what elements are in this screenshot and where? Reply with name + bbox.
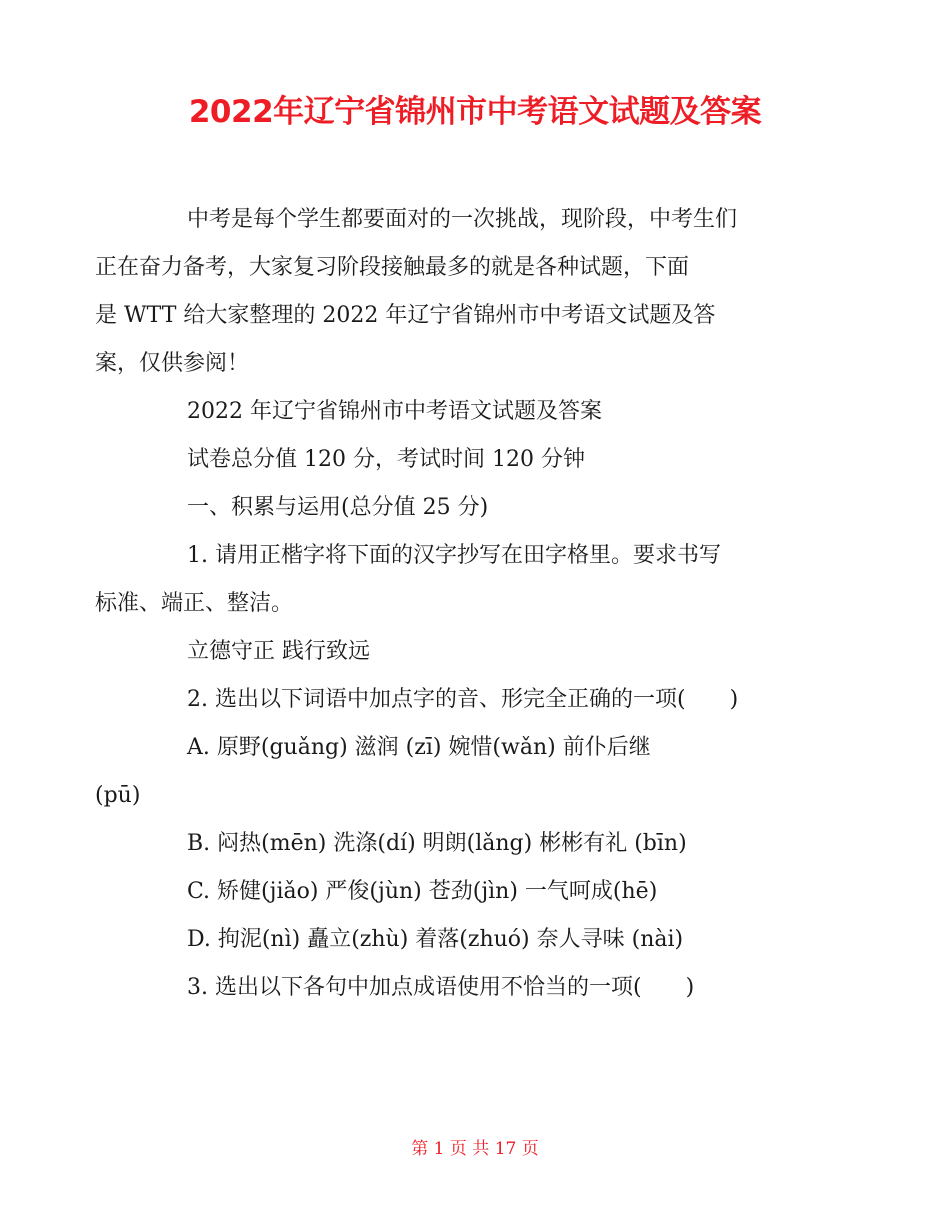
option-line: B. 闷热(mēn) 洗涤(dí) 明朗(lǎng) 彬彬有礼 (bīn) [187, 831, 687, 856]
copy-text: 立德守正 践行致远 [187, 639, 370, 664]
option-line: C. 矫健(jiǎo) 严俊(jùn) 苍劲(jìn) 一气呵成(hē) [187, 879, 658, 904]
page-number: 第 1 页 共 17 页 [411, 1139, 539, 1159]
question-line: 标准、端正、整洁。 [95, 591, 294, 616]
option-c [141, 868, 821, 916]
option-b [141, 820, 821, 868]
question-1-text [141, 628, 821, 676]
intro-line: 正在奋力备考，大家复习阶段接触最多的就是各种试题，下面 [95, 255, 690, 280]
option-line: (pū) [95, 783, 141, 808]
section-heading-text: 一、积累与运用(总分值 25 分) [187, 495, 489, 520]
question-1 [95, 532, 821, 628]
document-body [95, 196, 821, 1012]
intro-paragraph [95, 196, 821, 388]
intro-line: 中考是每个学生都要面对的一次挑战，现阶段，中考生们 [187, 207, 738, 232]
question-line: 1. 请用正楷字将下面的汉字抄写在田字格里。要求书写 [187, 543, 721, 568]
question-3 [141, 964, 821, 1012]
subtitle-text: 2022 年辽宁省锦州市中考语文试题及答案 [187, 399, 602, 424]
option-line: A. 原野(guǎng) 滋润 (zī) 婉惜(wǎn) 前仆后继 [187, 735, 651, 760]
intro-line: 案，仅供参阅！ [95, 351, 250, 376]
option-line: D. 拘泥(nì) 矗立(zhù) 着落(zhuó) 奈人寻味 (nài) [187, 927, 684, 952]
option-d [141, 916, 821, 964]
question-line: 3. 选出以下各句中加点成语使用不恰当的一项( ) [187, 975, 695, 1000]
section-heading [141, 484, 821, 532]
intro-line: 是 WTT 给大家整理的 2022 年辽宁省锦州市中考语文试题及答 [95, 303, 716, 328]
question-line: 2. 选出以下词语中加点字的音、形完全正确的一项( ) [187, 687, 739, 712]
subtitle [141, 388, 821, 436]
exam-info [141, 436, 821, 484]
document-title: 2022年辽宁省锦州市中考语文试题及答案 [188, 94, 762, 130]
question-2 [141, 676, 821, 724]
option-a [95, 724, 821, 820]
exam-info-text: 试卷总分值 120 分，考试时间 120 分钟 [187, 447, 585, 472]
